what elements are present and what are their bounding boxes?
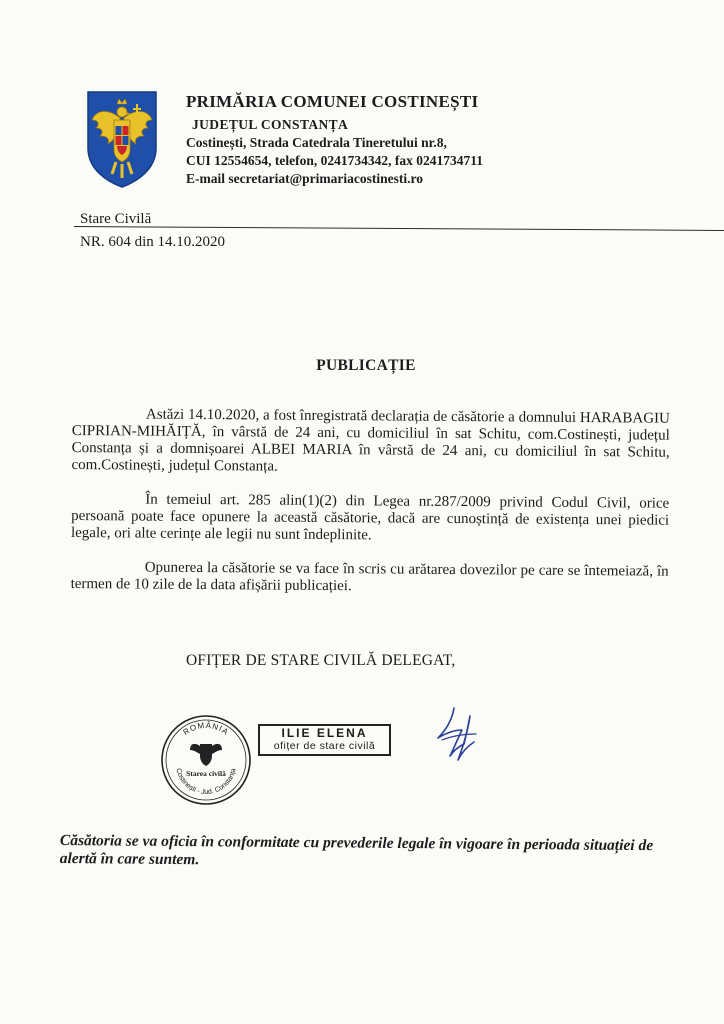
institution-name: PRIMĂRIA COMUNEI COSTINEȘTI (186, 92, 479, 111)
registration-number: NR. 604 din 14.10.2020 (80, 234, 226, 250)
seal-top-text: ROMÂNIA (181, 720, 231, 737)
officer-title: OFIȚER DE STARE CIVILĂ DELEGAT, (186, 652, 456, 669)
county-name: JUDEȚUL CONSTANȚA (192, 117, 349, 132)
official-seal-icon (160, 714, 252, 806)
letterhead (186, 92, 686, 188)
seal-bottom-text: Costinești - Jud. Constanța (174, 767, 238, 797)
registration-block (80, 208, 225, 254)
officer-name-stamp (258, 724, 391, 756)
footer-note: Căsătoria se va oficia în conformitate cu prevederile legale în vigoare în perioada situației de alertă în care suntem. (59, 832, 654, 869)
stamp-name: ILIE ELENA (281, 726, 368, 740)
paragraph-declaration: Astăzi 14.10.2020, a fost înregistrată declarația de căsătorie a domnului HARABAGIU CIPRIAN-MIHĂIȚĂ, în vârstă de 24 ani, cu domiciliul în sat Schitu, com.Costinești, județul Constanța și a domnișoarei ALBEI MARIA în vârstă de 24 ani, cu domiciliul în sat Schitu, com.Costinești, județul Constanța. (71, 406, 670, 475)
stamp-role: ofițer de stare civilă (273, 740, 376, 752)
email: E-mail secretariat@primariacostinesti.ro (186, 171, 423, 186)
paragraph-opposition: Opunerea la căsătorie se va face în scris cu arătarea dovezilor pe care se întemeiază, în termen de 10 zile de la data afișării publicației. (70, 559, 669, 595)
address: Costinești, Strada Catedrala Tineretului nr.8, (186, 135, 447, 150)
seal-center-text: Starea civilă (186, 769, 226, 778)
document-title: PUBLICAȚIE (316, 357, 416, 374)
contact-info: CUI 12554654, telefon, 0241734342, fax 0241734711 (186, 153, 483, 168)
document-body (70, 406, 670, 615)
paragraph-legal-basis: În temeiul art. 285 alin(1)(2) din Legea nr.287/2009 privind Codul Civil, orice persoană poate face opunere la această căsătorie, dacă are cunoștință de existența unei piedici legale, ori alte cerințe ale legii nu sunt îndeplinite. (70, 491, 670, 544)
department-label: Stare Civilă (80, 211, 152, 227)
coat-of-arms-icon (86, 90, 158, 188)
signature-icon (424, 700, 494, 770)
